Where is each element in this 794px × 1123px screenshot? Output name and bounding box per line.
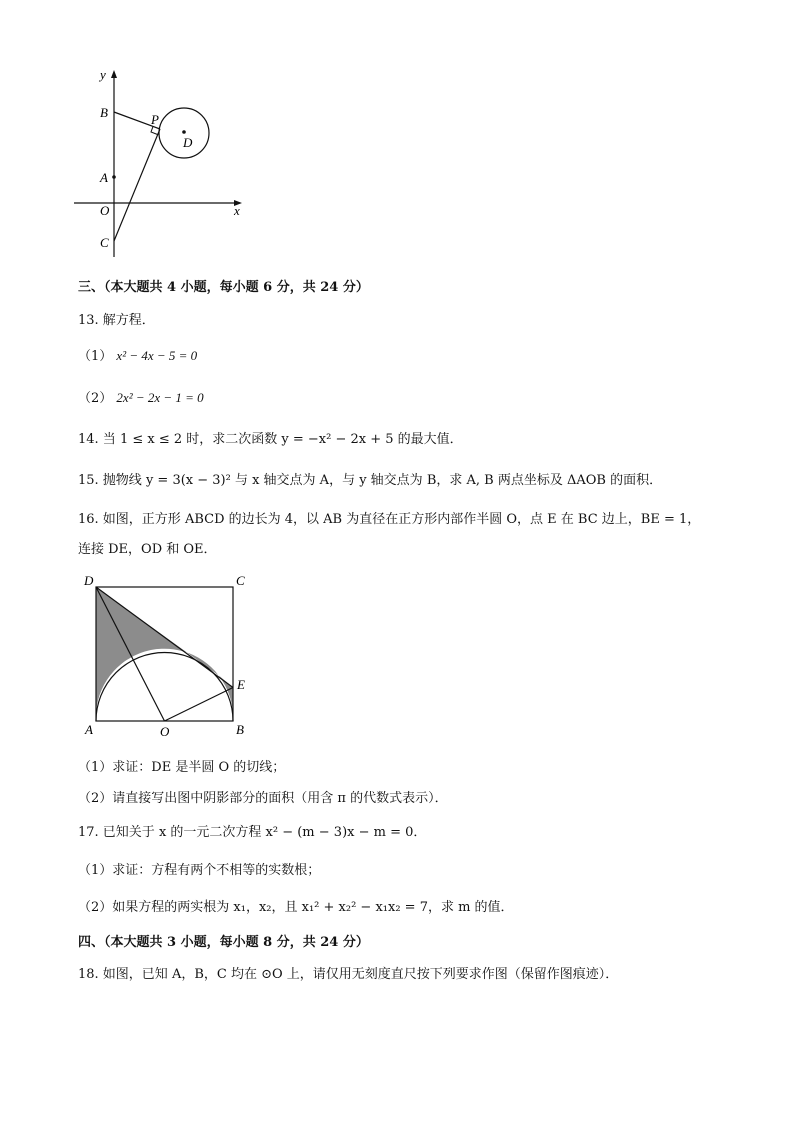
label-a: A [100,170,108,185]
q17-part2: （2）如果方程的两实根为 x₁，x₂，且 x₁² + x₂² − x₁x₂ = 7，求 m 的值． [78,900,514,915]
q14-text: 14. 当 1 ≤ x ≤ 2 时，求二次函数 y = −x² − 2x + 5 的最大值． [78,432,463,447]
q13-stem: 13. 解方程． [78,313,155,328]
label-c: C [236,573,245,588]
q15-text: 15. 抛物线 y = 3(x − 3)² 与 x 轴交点为 A，与 y 轴交点为 B，求 A, B 两点坐标及 ΔAOB 的面积． [78,473,663,488]
q13-part2-number: （2） [78,391,113,406]
label-y: y [100,67,106,82]
segment-oe [165,688,234,722]
label-p: P [151,112,159,127]
q17-stem: 17. 已知关于 x 的一元二次方程 x² − (m − 3)x − m = 0． [78,825,427,840]
q16-line2: 连接 DE，OD 和 OE． [78,542,217,557]
label-e: E [237,677,245,692]
point-d [182,130,186,134]
q16-part1: （1）求证：DE 是半圆 O 的切线； [78,760,286,775]
q16-part2: （2）请直接写出图中阴影部分的面积（用含 π 的代数式表示）． [78,791,448,806]
q13-part1 [78,345,197,364]
figure-coordinate-circle [66,62,256,262]
q13-part2 [78,387,204,406]
q17-part1: （1）求证：方程有两个不相等的实数根； [78,863,321,878]
q18-text: 18. 如图，已知 A，B，C 均在 ⊙O 上，请仅用无刻度直尺按下列要求作图（保留作图痕迹）． [78,967,619,982]
label-c: C [100,235,109,250]
label-x: x [234,203,240,218]
label-b: B [100,105,108,120]
segment-cp [114,129,160,241]
section-3-title: 三、（本大题共 4 小题，每小题 6 分，共 24 分） [78,280,369,295]
section-4-title: 四、（本大题共 3 小题，每小题 8 分，共 24 分） [78,935,369,950]
label-a: A [85,722,93,737]
label-d: D [183,135,193,150]
q13-part2-equation: 2x² − 2x − 1 = 0 [116,390,204,405]
q13-part1-equation: x² − 4x − 5 = 0 [116,348,198,363]
label-o: O [100,203,110,218]
q13-part1-number: （1） [78,349,113,364]
q16-line1: 16. 如图，正方形 ABCD 的边长为 4，以 AB 为直径在正方形内部作半圆 O，点 E 在 BC 边上，BE = 1， [78,512,701,527]
shaded-region-left [96,587,219,721]
figure-square-semicircle [80,572,260,742]
label-o: O [160,724,170,739]
label-d: D [84,573,94,588]
y-axis-arrow [111,70,117,78]
label-b: B [236,722,244,737]
point-a [112,175,116,179]
